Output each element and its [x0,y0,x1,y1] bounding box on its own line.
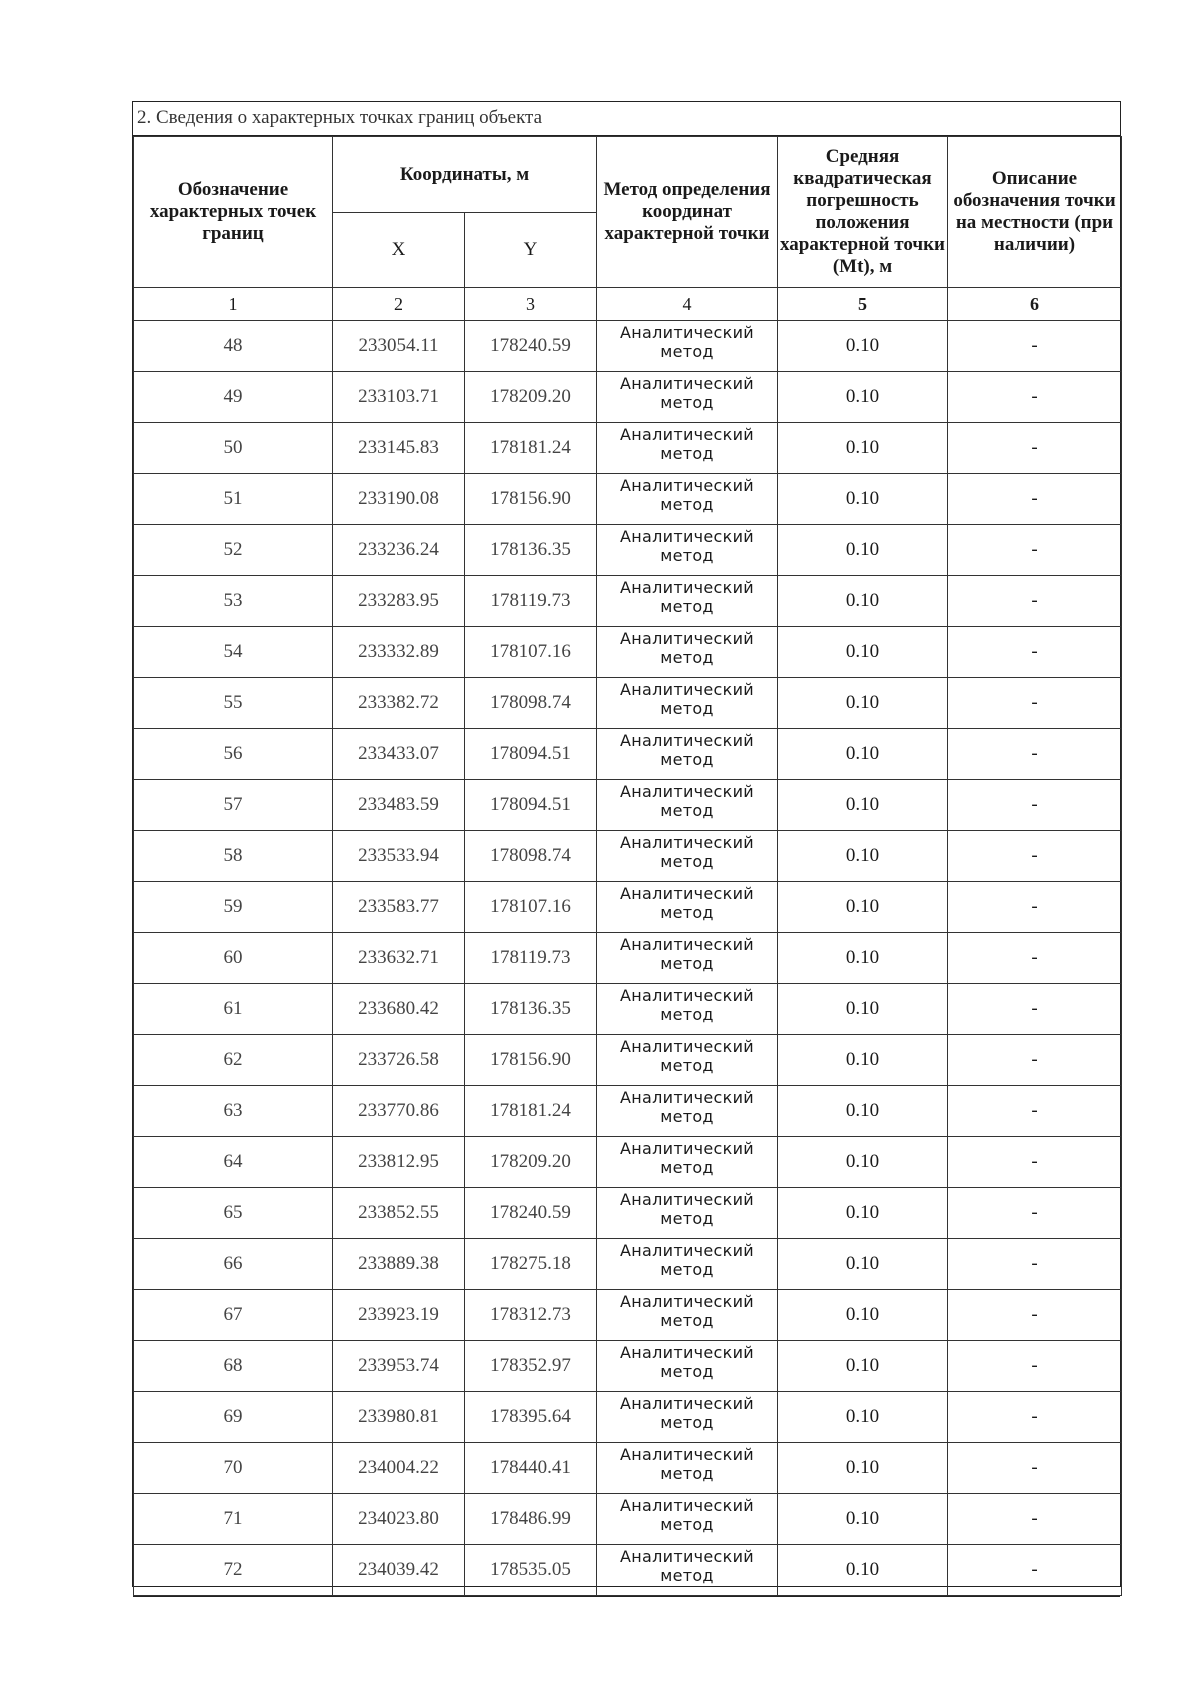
table-footer [133,1596,1120,1630]
error-cell: 0.10 [778,780,948,831]
table-row [134,984,1122,1035]
error-cell: 0.10 [778,1290,948,1341]
y-cell: 178209.20 [465,1137,597,1188]
point-cell: 64 [134,1137,333,1188]
method-cell: Аналитический метод [597,1494,778,1545]
point-cell: 67 [134,1290,333,1341]
table-row [134,831,1122,882]
description-cell: - [948,627,1122,678]
table-row [134,1341,1122,1392]
method-cell: Аналитический метод [597,474,778,525]
table-row [134,1188,1122,1239]
y-cell: 178209.20 [465,372,597,423]
header-designation: Обозначение характерных точек границ [134,137,333,288]
error-cell: 0.10 [778,1239,948,1290]
description-cell: - [948,1137,1122,1188]
method-cell: Аналитический метод [597,372,778,423]
y-cell: 178098.74 [465,831,597,882]
table-row [134,1239,1122,1290]
table-row [134,1443,1122,1494]
method-cell: Аналитический метод [597,1290,778,1341]
column-number: 3 [465,288,597,321]
x-cell: 233953.74 [333,1341,465,1392]
x-cell: 233103.71 [333,372,465,423]
point-cell: 48 [134,321,333,372]
header-method: Метод определения координат характерной точки [597,137,778,288]
x-cell: 234039.42 [333,1545,465,1596]
point-cell: 56 [134,729,333,780]
description-cell: - [948,729,1122,780]
table-row [134,729,1122,780]
y-cell: 178156.90 [465,474,597,525]
method-cell: Аналитический метод [597,1086,778,1137]
description-cell: - [948,1239,1122,1290]
description-cell: - [948,678,1122,729]
error-cell: 0.10 [778,1494,948,1545]
x-cell: 233533.94 [333,831,465,882]
error-cell: 0.10 [778,729,948,780]
error-cell: 0.10 [778,1545,948,1596]
column-number: 4 [597,288,778,321]
description-cell: - [948,984,1122,1035]
header-x: X [333,213,465,288]
error-cell: 0.10 [778,321,948,372]
method-cell: Аналитический метод [597,1443,778,1494]
x-cell: 234004.22 [333,1443,465,1494]
y-cell: 178107.16 [465,627,597,678]
table-row [134,1392,1122,1443]
y-cell: 178486.99 [465,1494,597,1545]
error-cell: 0.10 [778,423,948,474]
point-cell: 62 [134,1035,333,1086]
point-cell: 54 [134,627,333,678]
x-cell: 233236.24 [333,525,465,576]
error-cell: 0.10 [778,474,948,525]
x-cell: 233583.77 [333,882,465,933]
point-cell: 59 [134,882,333,933]
point-cell: 70 [134,1443,333,1494]
error-cell: 0.10 [778,1137,948,1188]
point-cell: 63 [134,1086,333,1137]
y-cell: 178535.05 [465,1545,597,1596]
method-cell: Аналитический метод [597,729,778,780]
table-row [134,882,1122,933]
x-cell: 233770.86 [333,1086,465,1137]
description-cell: - [948,882,1122,933]
y-cell: 178352.97 [465,1341,597,1392]
error-cell: 0.10 [778,1188,948,1239]
method-cell: Аналитический метод [597,933,778,984]
table-row [134,1290,1122,1341]
column-number: 1 [134,288,333,321]
y-cell: 178094.51 [465,729,597,780]
description-cell: - [948,780,1122,831]
point-cell: 53 [134,576,333,627]
point-cell: 71 [134,1494,333,1545]
x-cell: 233145.83 [333,423,465,474]
description-cell: - [948,1545,1122,1596]
method-cell: Аналитический метод [597,1392,778,1443]
description-cell: - [948,525,1122,576]
table-row [134,1494,1122,1545]
point-cell: 68 [134,1341,333,1392]
y-cell: 178240.59 [465,1188,597,1239]
table-row [134,780,1122,831]
table-row [134,576,1122,627]
point-cell: 49 [134,372,333,423]
error-cell: 0.10 [778,372,948,423]
description-cell: - [948,1086,1122,1137]
description-cell: - [948,1290,1122,1341]
method-cell: Аналитический метод [597,678,778,729]
table-row [134,627,1122,678]
y-cell: 178395.64 [465,1392,597,1443]
x-cell: 233190.08 [333,474,465,525]
point-cell: 69 [134,1392,333,1443]
table-row [134,933,1122,984]
y-cell: 178156.90 [465,1035,597,1086]
error-cell: 0.10 [778,933,948,984]
description-cell: - [948,1494,1122,1545]
y-cell: 178107.16 [465,882,597,933]
table-row [134,423,1122,474]
y-cell: 178119.73 [465,933,597,984]
point-cell: 65 [134,1188,333,1239]
point-cell: 61 [134,984,333,1035]
x-cell: 233382.72 [333,678,465,729]
method-cell: Аналитический метод [597,882,778,933]
method-cell: Аналитический метод [597,984,778,1035]
description-cell: - [948,576,1122,627]
x-cell: 233054.11 [333,321,465,372]
x-cell: 233812.95 [333,1137,465,1188]
error-cell: 0.10 [778,1443,948,1494]
description-cell: - [948,423,1122,474]
y-cell: 178136.35 [465,984,597,1035]
column-number: 5 [778,288,948,321]
description-cell: - [948,1188,1122,1239]
table-body [134,321,1122,1596]
error-cell: 0.10 [778,627,948,678]
x-cell: 233923.19 [333,1290,465,1341]
y-cell: 178275.18 [465,1239,597,1290]
table-row [134,1035,1122,1086]
point-cell: 50 [134,423,333,474]
error-cell: 0.10 [778,1341,948,1392]
table-row [134,678,1122,729]
method-cell: Аналитический метод [597,1239,778,1290]
point-cell: 66 [134,1239,333,1290]
y-cell: 178181.24 [465,1086,597,1137]
error-cell: 0.10 [778,882,948,933]
table-row [134,1086,1122,1137]
error-cell: 0.10 [778,1392,948,1443]
error-cell: 0.10 [778,1086,948,1137]
x-cell: 233889.38 [333,1239,465,1290]
method-cell: Аналитический метод [597,321,778,372]
y-cell: 178094.51 [465,780,597,831]
table-row [134,321,1122,372]
y-cell: 178136.35 [465,525,597,576]
description-cell: - [948,831,1122,882]
x-cell: 233726.58 [333,1035,465,1086]
table-row [134,1137,1122,1188]
column-number: 6 [948,288,1122,321]
description-cell: - [948,1035,1122,1086]
point-cell: 52 [134,525,333,576]
column-number-row [134,288,1122,321]
x-cell: 234023.80 [333,1494,465,1545]
description-cell: - [948,1392,1122,1443]
document-frame [132,101,1121,1587]
x-cell: 233283.95 [333,576,465,627]
boundary-points-table [133,136,1122,1596]
error-cell: 0.10 [778,576,948,627]
method-cell: Аналитический метод [597,1341,778,1392]
x-cell: 233680.42 [333,984,465,1035]
header-coordinates: Координаты, м [333,137,597,213]
point-cell: 72 [134,1545,333,1596]
header-error: Средняя квадратическая погрешность положения характерной точки (Mt), м [778,137,948,288]
point-cell: 58 [134,831,333,882]
x-cell: 233332.89 [333,627,465,678]
point-cell: 57 [134,780,333,831]
y-cell: 178312.73 [465,1290,597,1341]
header-y: Y [465,213,597,288]
point-cell: 55 [134,678,333,729]
error-cell: 0.10 [778,984,948,1035]
x-cell: 233852.55 [333,1188,465,1239]
point-cell: 60 [134,933,333,984]
y-cell: 178098.74 [465,678,597,729]
table-row [134,1545,1122,1596]
x-cell: 233980.81 [333,1392,465,1443]
description-cell: - [948,933,1122,984]
table-row [134,525,1122,576]
description-cell: - [948,1443,1122,1494]
y-cell: 178181.24 [465,423,597,474]
table-row [134,474,1122,525]
method-cell: Аналитический метод [597,831,778,882]
method-cell: Аналитический метод [597,1188,778,1239]
y-cell: 178440.41 [465,1443,597,1494]
description-cell: - [948,474,1122,525]
x-cell: 233433.07 [333,729,465,780]
description-cell: - [948,321,1122,372]
column-number: 2 [333,288,465,321]
error-cell: 0.10 [778,525,948,576]
description-cell: - [948,1341,1122,1392]
method-cell: Аналитический метод [597,1137,778,1188]
description-cell: - [948,372,1122,423]
y-cell: 178240.59 [465,321,597,372]
header-description: Описание обозначения точки на местности (при наличии) [948,137,1122,288]
error-cell: 0.10 [778,1035,948,1086]
method-cell: Аналитический метод [597,627,778,678]
method-cell: Аналитический метод [597,780,778,831]
method-cell: Аналитический метод [597,1545,778,1596]
method-cell: Аналитический метод [597,576,778,627]
x-cell: 233483.59 [333,780,465,831]
section-title: 2. Сведения о характерных точках границ объекта [133,102,1120,136]
y-cell: 178119.73 [465,576,597,627]
method-cell: Аналитический метод [597,423,778,474]
table-row [134,372,1122,423]
x-cell: 233632.71 [333,933,465,984]
method-cell: Аналитический метод [597,1035,778,1086]
error-cell: 0.10 [778,831,948,882]
method-cell: Аналитический метод [597,525,778,576]
point-cell: 51 [134,474,333,525]
error-cell: 0.10 [778,678,948,729]
